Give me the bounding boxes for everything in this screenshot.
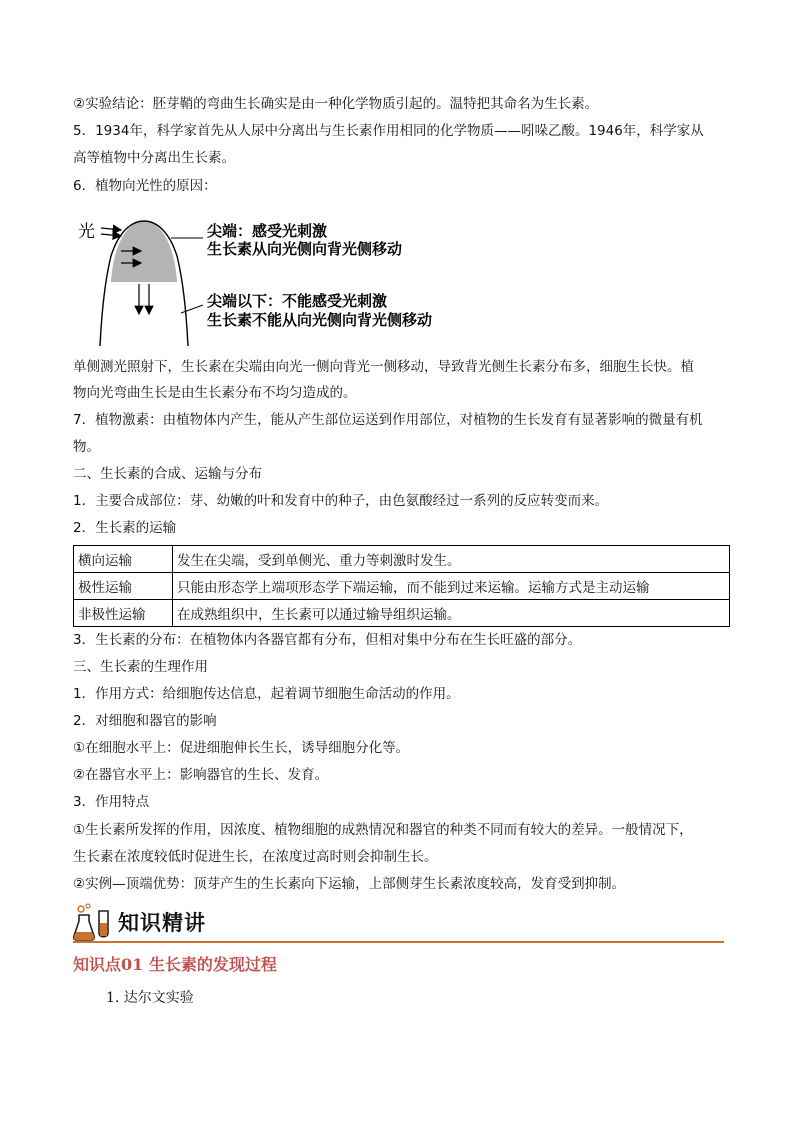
table-cell: 非极性运输 (74, 600, 173, 627)
light-arrow (101, 234, 121, 236)
knowledge-point-title: 知识点01 生长素的发现过程 (73, 955, 277, 974)
text-line: 物向光弯曲生长是由生长素分布不均匀造成的。 (73, 385, 357, 401)
table-row (74, 546, 730, 573)
below-tip-label-1: 尖端以下：不能感受光刺激 (207, 292, 388, 310)
text-line: 1．主要合成部位：芽、幼嫩的叶和发育中的种子，由色氨酸经过一系列的反应转变而来。 (73, 493, 609, 509)
text-line: 物。 (73, 439, 100, 455)
text-line: 5．1934年，科学家首先从人尿中分离出与生长素作用相同的化学物质——吲哚乙酸。1946年，科学家从 (73, 123, 704, 139)
light-label: 光 (78, 222, 95, 242)
table-cell: 横向运输 (74, 546, 173, 573)
table-cell: 发生在尖端，受到单侧光、重力等刺激时发生。 (173, 546, 730, 573)
text-line: ①在细胞水平上：促进细胞伸长生长，诱导细胞分化等。 (73, 740, 410, 756)
text-line: 高等植物中分离出生长素。 (73, 150, 235, 166)
text-line: 3．生长素的分布：在植物体内各器官都有分布，但相对集中分布在生长旺盛的部分。 (73, 632, 582, 648)
lab-flask-icon (73, 903, 115, 941)
leader-line (181, 305, 203, 313)
table-cell: 极性运输 (74, 573, 173, 600)
subsection-title: 1. 达尔文实验 (106, 990, 194, 1006)
table-row (74, 600, 730, 627)
text-line: 6．植物向光性的原因： (73, 178, 217, 194)
tip-label-1: 尖端：感受光刺激 (207, 222, 328, 240)
section-heading: 三、生长素的生理作用 (73, 659, 208, 675)
text-line: ①生长素所发挥的作用，因浓度、植物细胞的成熟情况和器官的种类不同而有较大的差异。一般情况下， (73, 822, 693, 838)
table-cell: 只能由形态学上端项形态学下端运输，而不能到过来运输。运输方式是主动运输 (173, 573, 730, 600)
light-arrow (101, 228, 121, 230)
text-line: 2．对细胞和器官的影响 (73, 713, 217, 729)
text-line: 3．作用特点 (73, 794, 150, 810)
text-line: ②在器官水平上：影响器官的生长、发育。 (73, 767, 329, 783)
section-title: 知识精讲 (118, 911, 206, 935)
text-line: 7．植物激素：由植物体内产生，能从产生部位运送到作用部位，对植物的生长发育有显著影响的微量有机 (73, 412, 703, 428)
text-line: 单侧测光照射下，生长素在尖端由向光一侧向背光一侧移动，导致背光侧生长素分布多，细胞生长快。植 (73, 359, 694, 375)
tip-label-2: 生长素从向光侧向背光侧移动 (207, 240, 403, 258)
text-line: ②实例—顶端优势：顶芽产生的生长素向下运输，上部侧芽生长素浓度较高，发育受到抑制。 (73, 876, 626, 892)
text-line: ②实验结论：胚芽鞘的弯曲生长确实是由一种化学物质引起的。温特把其命名为生长素。 (73, 96, 599, 112)
section-heading: 二、生长素的合成、运输与分布 (73, 466, 262, 482)
text-line: 2．生长素的运输 (73, 520, 177, 536)
phototropism-diagram (73, 206, 493, 352)
text-line: 1．作用方式：给细胞传达信息，起着调节细胞生命活动的作用。 (73, 686, 460, 702)
table-cell: 在成熟组织中，生长素可以通过输导组织运输。 (173, 600, 730, 627)
section-divider (73, 941, 724, 943)
below-tip-label-2: 生长素不能从向光侧向背光侧移动 (207, 311, 433, 329)
table-row (74, 573, 730, 600)
text-line: 生长素在浓度较低时促进生长，在浓度过高时则会抑制生长。 (73, 849, 438, 865)
transport-table (73, 545, 730, 627)
